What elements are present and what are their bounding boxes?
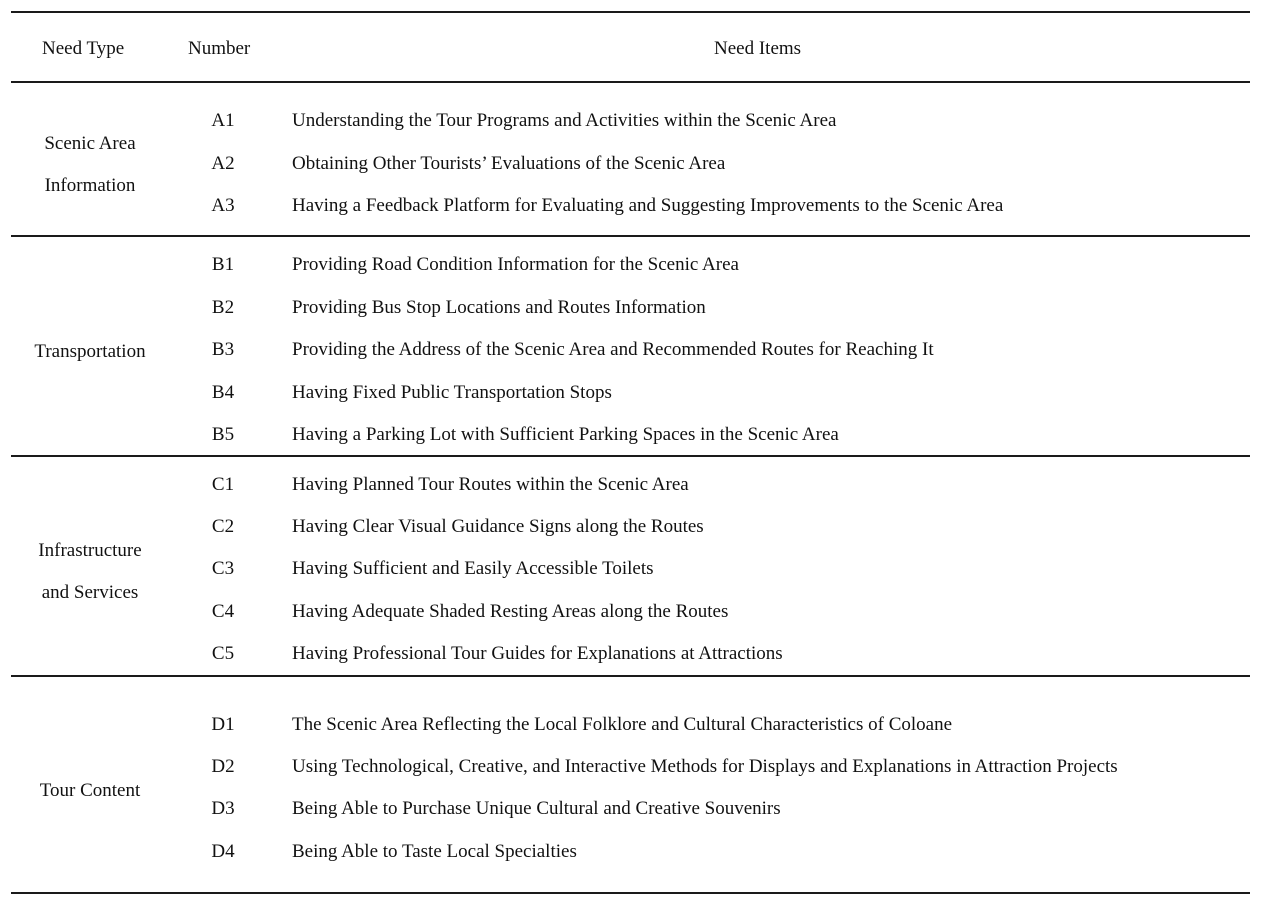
row-item: Being Able to Purchase Unique Cultural and Creative Souvenirs	[292, 798, 781, 819]
group-divider-b-c	[11, 455, 1250, 457]
row-item: Having a Feedback Platform for Evaluating and Suggesting Improvements to the Scenic Area	[292, 195, 1004, 216]
need-type-cell	[11, 530, 169, 614]
row-item: Providing Road Condition Information for the Scenic Area	[292, 254, 739, 275]
row-number: A1	[211, 110, 235, 131]
row-number: D4	[211, 841, 235, 862]
row-item: Having Professional Tour Guides for Explanations at Attractions	[292, 643, 783, 664]
row-item: Having Clear Visual Guidance Signs along the Routes	[292, 516, 704, 537]
group-divider-a-b	[11, 235, 1250, 237]
header-bottom-rule	[11, 81, 1250, 83]
row-item: Obtaining Other Tourists’ Evaluations of the Scenic Area	[292, 153, 726, 174]
row-number: D1	[211, 714, 235, 735]
header-number: Number	[188, 38, 251, 59]
row-number: B2	[211, 297, 235, 318]
need-type-line: and Services	[41, 582, 139, 603]
row-number: A3	[211, 195, 235, 216]
group-divider-c-d	[11, 675, 1250, 677]
row-item: The Scenic Area Reflecting the Local Folklore and Cultural Characteristics of Coloane	[292, 714, 953, 735]
row-item: Providing Bus Stop Locations and Routes Information	[292, 297, 706, 318]
need-type-cell	[11, 770, 169, 812]
need-type-cell	[11, 331, 169, 373]
row-number: B5	[211, 424, 235, 445]
need-type-cell	[11, 123, 169, 207]
row-number: C1	[211, 474, 235, 495]
row-number: C3	[211, 558, 235, 579]
table-top-rule	[11, 11, 1250, 13]
row-number: C2	[211, 516, 235, 537]
row-number: D2	[211, 756, 235, 777]
row-number: B3	[211, 339, 235, 360]
need-type-line: Transportation	[34, 341, 146, 362]
header-need-type: Need Type	[42, 38, 125, 59]
need-type-line: Information	[44, 175, 136, 196]
row-item: Having a Parking Lot with Sufficient Parking Spaces in the Scenic Area	[292, 424, 839, 445]
row-number: C5	[211, 643, 235, 664]
row-number: B1	[211, 254, 235, 275]
need-type-line: Scenic Area	[44, 133, 136, 154]
row-item: Having Sufficient and Easily Accessible Toilets	[292, 558, 654, 579]
need-type-line: Infrastructure	[38, 540, 142, 561]
row-item: Having Fixed Public Transportation Stops	[292, 382, 612, 403]
header-need-items: Need Items	[714, 38, 802, 59]
row-item: Having Adequate Shaded Resting Areas along the Routes	[292, 601, 729, 622]
row-number: C4	[211, 601, 235, 622]
row-item: Using Technological, Creative, and Interactive Methods for Displays and Explanations in Attraction Projects	[292, 756, 1118, 777]
row-number: D3	[211, 798, 235, 819]
row-item: Understanding the Tour Programs and Activities within the Scenic Area	[292, 110, 837, 131]
row-number: A2	[211, 153, 235, 174]
row-item: Having Planned Tour Routes within the Scenic Area	[292, 474, 689, 495]
need-type-line: Tour Content	[39, 780, 141, 801]
table-bottom-rule	[11, 892, 1250, 894]
row-item: Providing the Address of the Scenic Area and Recommended Routes for Reaching It	[292, 339, 934, 360]
row-item: Being Able to Taste Local Specialties	[292, 841, 577, 862]
row-number: B4	[211, 382, 235, 403]
